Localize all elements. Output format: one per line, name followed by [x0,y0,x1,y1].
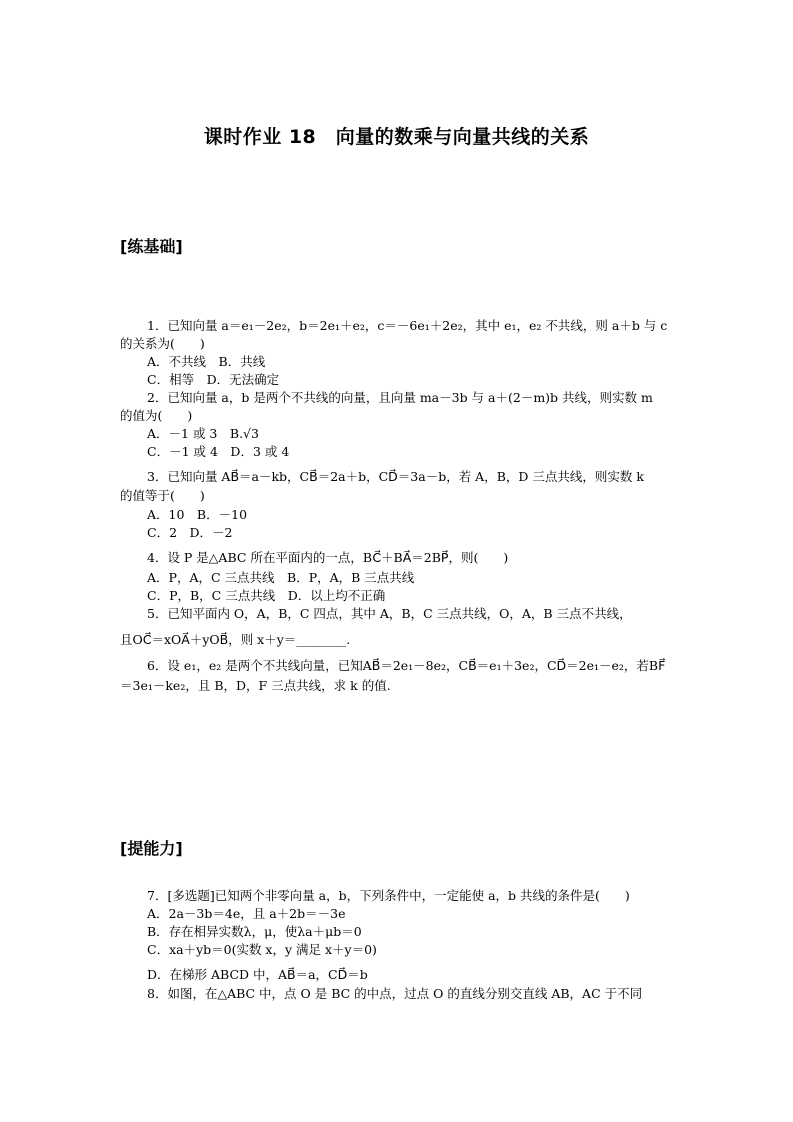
question-7-options: A．2a－3b＝4e，且 a＋2b＝－3e [147,906,346,921]
question-7-options: D．在梯形 ABCD 中，AB⃗＝a，CD⃗＝b [147,967,368,982]
question-7-options: C．xa＋yb＝0(实数 x，y 满足 x＋y＝0) [147,942,377,957]
question-6-line: ＝3e₁－ke₂，且 B，D，F 三点共线，求 k 的值. [120,678,391,693]
question-4-options: C．P，B，C 三点共线 D．以上均不正确 [147,588,386,603]
question-7-options: B．存在相异实数λ，μ，使λa＋μb＝0 [147,924,362,939]
question-2-line: 2．已知向量 a，b 是两个不共线的向量，且向量 ma－3b 与 a＋(2－m)b 共线，则实数 m [147,390,653,405]
question-3-options: A．10 B．－10 [147,507,248,522]
question-4-options: A．P，A，C 三点共线 B．P，A，B 三点共线 [147,570,415,585]
question-2-options: A．－1 或 3 B.√3 [147,426,259,441]
question-5-line: 且OC⃗＝xOA⃗＋yOB⃗，则 x＋y＝________. [120,632,351,647]
question-2-line: 的值为( ) [120,408,193,423]
question-5-line: 5．已知平面内 O，A，B，C 四点，其中 A，B，C 三点共线，O，A，B 三点不共线， [147,606,632,621]
question-4-line: 4．设 P 是△ABC 所在平面内的一点，BC⃗＋BA⃗＝2BP⃗，则( ) [147,550,509,565]
question-2-options: C．－1 或 4 D．3 或 4 [147,444,290,459]
question-3-line: 3．已知向量 AB⃗＝a－kb，CB⃗＝2a＋b，CD⃗＝3a－b，若 A，B，D 三点共线，则实数 k [147,469,644,484]
section-heading-basic: [练基础] [120,237,183,256]
question-6-line: 6．设 e₁，e₂ 是两个不共线向量，已知AB⃗＝2e₁－8e₂，CB⃗＝e₁＋3e₂，CD⃗＝2e₁－e₂，若BF⃗ [147,658,666,673]
question-1-options: A．不共线 B．共线 [147,354,266,369]
question-1-line: 的关系为( ) [120,336,205,351]
question-8-line: 8．如图，在△ABC 中，点 O 是 BC 的中点，过点 O 的直线分别交直线 AB，AC 于不同 [147,986,643,1001]
section-heading-advanced: [提能力] [120,839,183,858]
question-1-options: C．相等 D．无法确定 [147,372,280,387]
question-3-line: 的值等于( ) [120,488,205,503]
page-title: 课时作业 18 向量的数乘与向量共线的关系 [203,126,590,148]
question-3-options: C．2 D．－2 [147,525,233,540]
question-7-line: 7．[多选题]已知两个非零向量 a，b，下列条件中，一定能使 a，b 共线的条件是( ) [147,888,630,903]
question-1-line: 1．已知向量 a＝e₁－2e₂，b＝2e₁＋e₂，c＝－6e₁＋2e₂，其中 e₁，e₂ 不共线，则 a＋b 与 c [147,318,668,333]
